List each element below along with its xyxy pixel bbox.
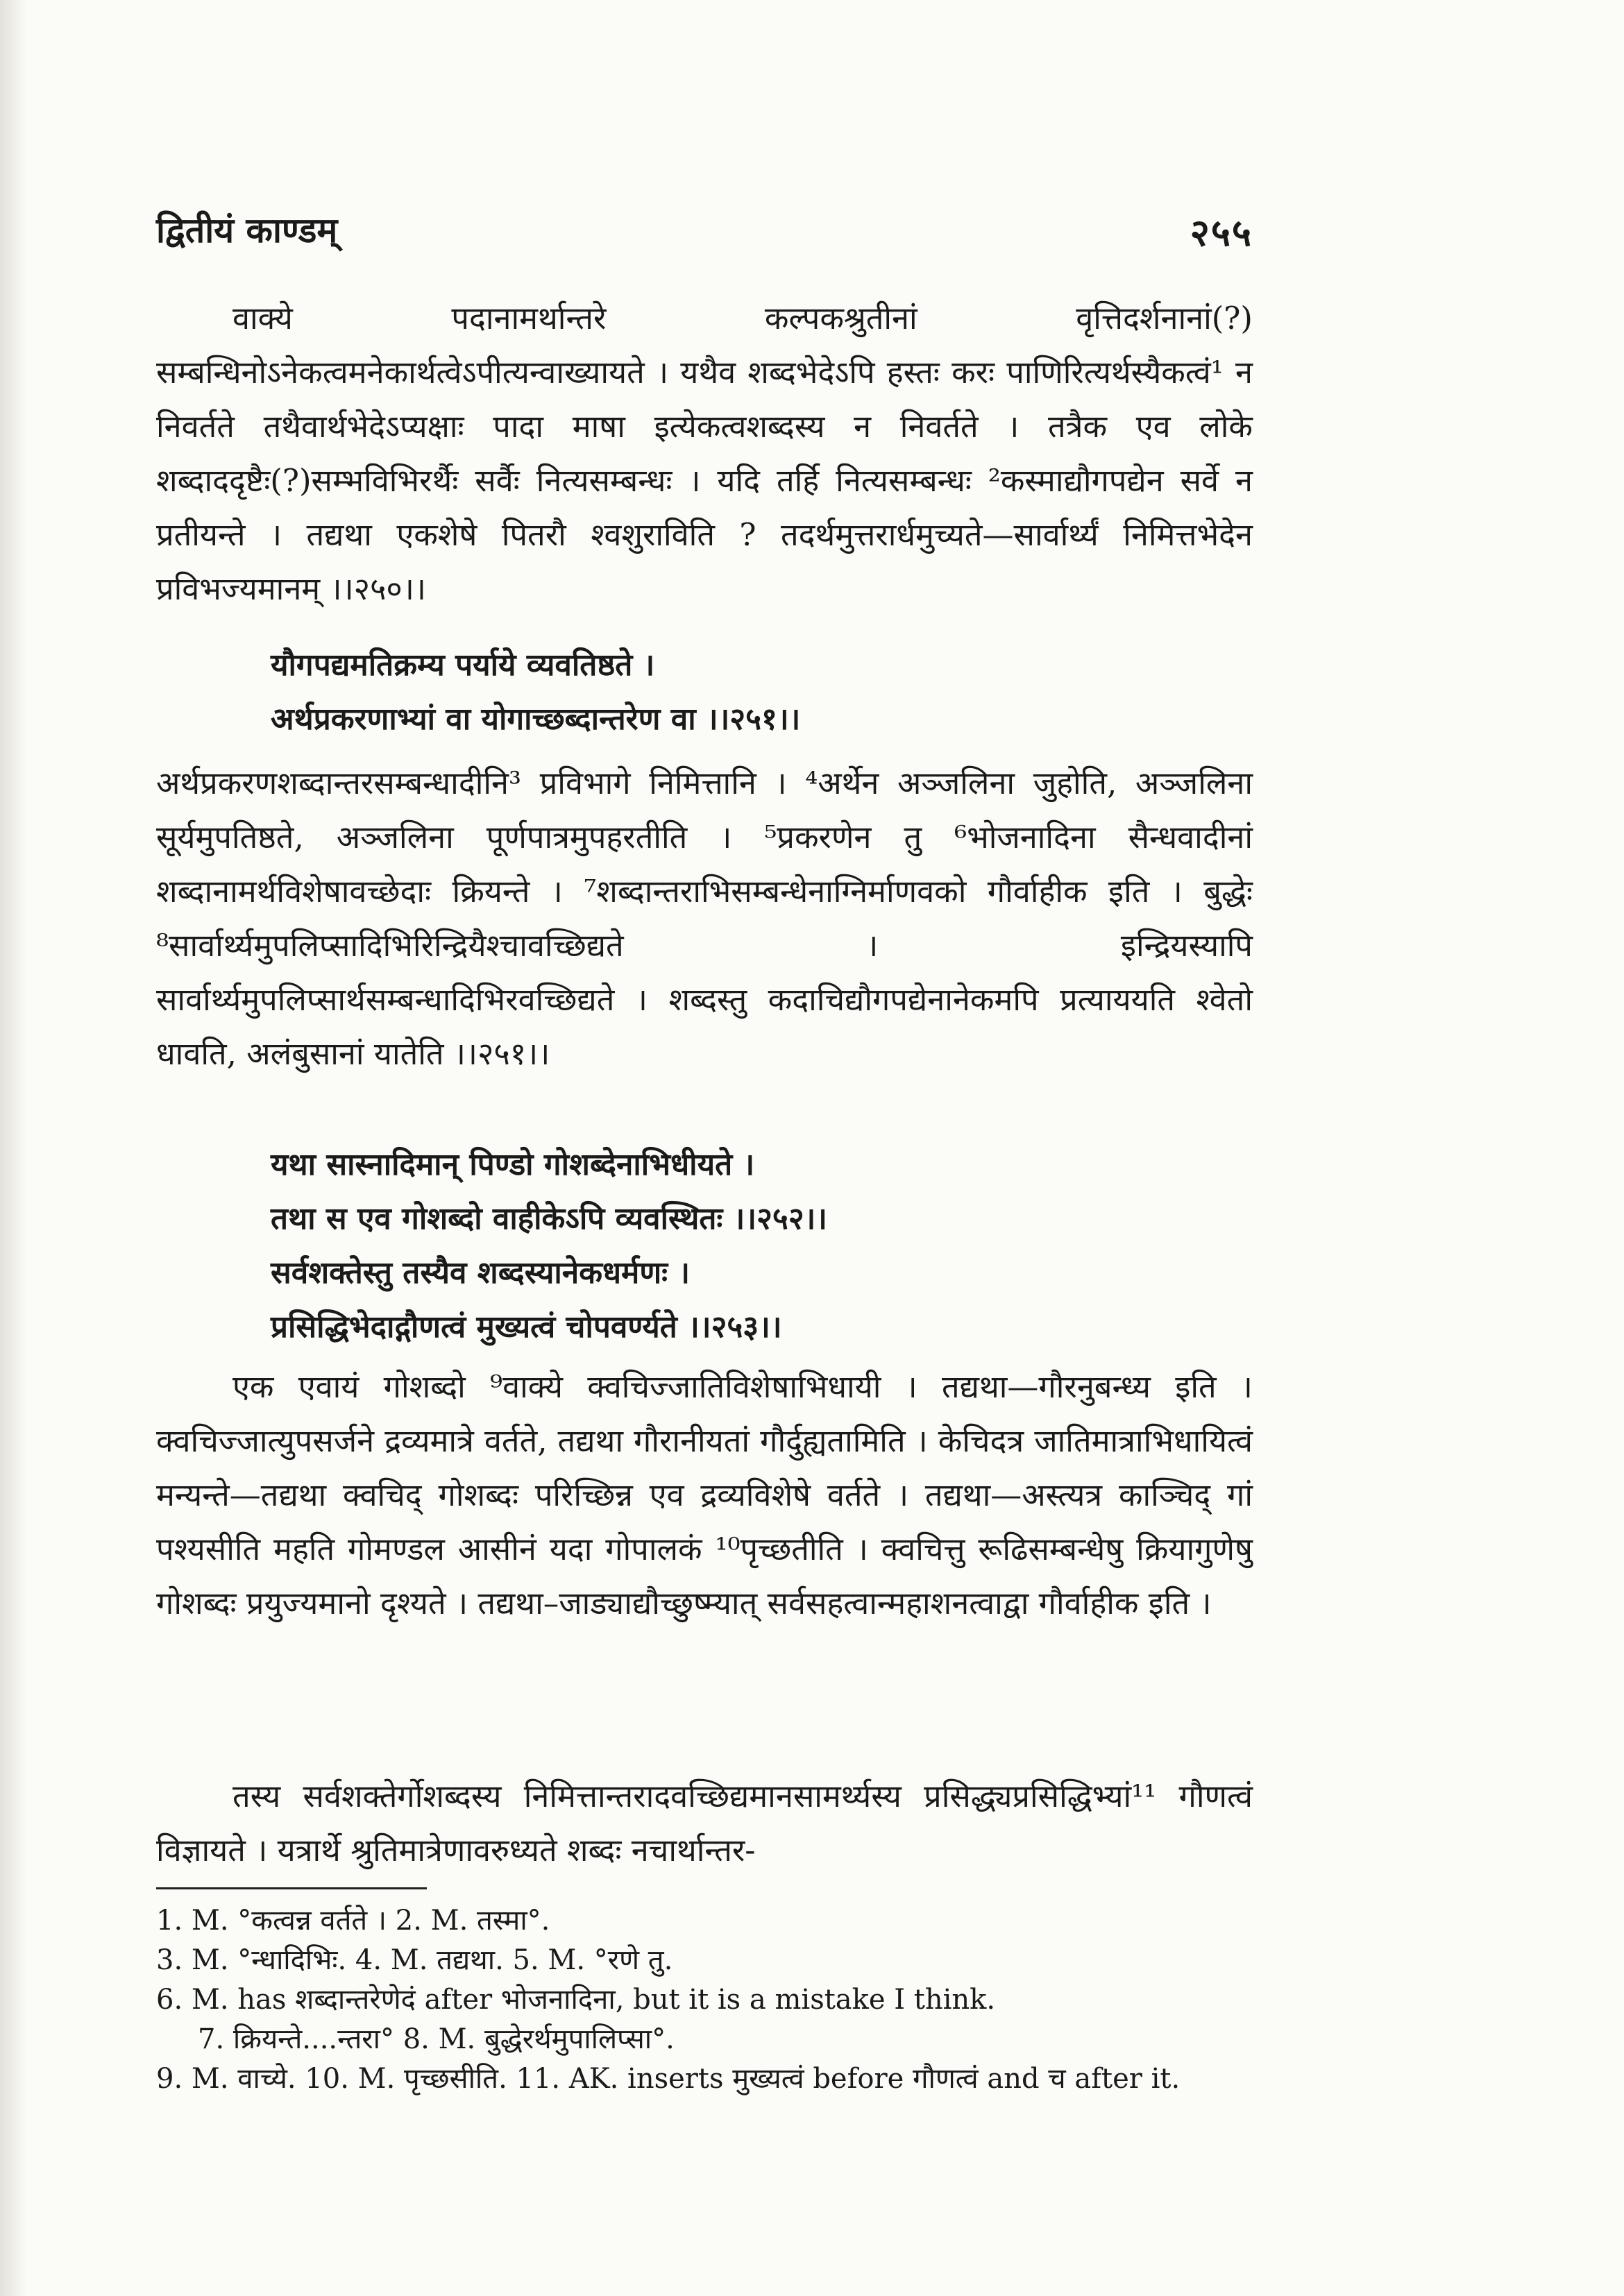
verse-line: सर्वशक्तेस्तु तस्यैव शब्दस्यानेकधर्मणः ।: [271, 1255, 691, 1291]
footnote-line: 9. M. वाच्ये. 10. M. पृच्छसीति. 11. AK. inserts मुख्यत्वं before गौणत्वं and च after it.: [156, 2063, 1181, 2095]
page-edge-shadow: [0, 0, 28, 2296]
footnotes: [156, 1901, 1260, 2099]
footnote-line: 1. M. °कत्वन्न वर्तते । 2. M. तस्मा°.: [156, 1905, 550, 1937]
running-header: [156, 205, 1253, 268]
footnote-line: 6. M. has शब्दान्तरेणेदं after भोजनादिना, but it is a mistake I think.: [156, 1984, 996, 2016]
commentary-paragraph-3: एक एवायं गोशब्दो ⁹वाक्ये क्वचिज्जातिविशेषाभिधायी । तद्यथा—गौरनुबन्ध्य इति । क्वचिज्जात्युपसर्जने द्रव्यमात्रे वर्तते, तद्यथा गौरानीयतां गौर्दुह्यतामिति । केचिदत्र जातिमात्राभिधायित्वं मन्यन्ते—तद्यथा क्वचिद् गोशब्दः परिच्छिन्न एव द्रव्यविशेषे वर्तते । तद्यथा—अस्त्यत्र काञ्चिद् गां पश्यसीति महति गोमण्डल आसीनं यदा गोपालकं ¹⁰पृच्छतीति । क्वचित्तु रूढिसम्बन्धेषु क्रियागुणेषु गोशब्दः प्रयुज्यमानो दृश्यते । तद्यथा–जाड्याद्यौच्छुष्म्यात् सर्वसहत्वान्महाशनत्वाद्वा गौर्वाहीक इति ।: [156, 1368, 1253, 1622]
footnote-line: 3. M. °न्धादिभिः. 4. M. तद्यथा. 5. M. °रणे तु.: [156, 1944, 673, 1976]
commentary-paragraph-4: तस्य सर्वशक्तेर्गोशब्दस्य निमित्तान्तरादवच्छिद्यमानसामर्थ्यस्य प्रसिद्ध्यप्रसिद्धिभ्यां¹¹ गौणत्वं विज्ञायते । यत्रार्थे श्रुतिमात्रेणावरुध्यते शब्दः नचार्थान्तर-: [156, 1778, 1253, 1869]
commentary-paragraph-1: वाक्ये पदानामर्थान्तरे कल्पकश्रुतीनां वृत्तिदर्शनानां(?) सम्बन्धिनोऽनेकत्वमनेकार्थत्वेऽपीत्यन्वाख्यायते । यथैव शब्दभेदेऽपि हस्तः करः पाणिरित्यर्थस्यैकत्वं¹ न निवर्तते तथैवार्थभेदेऽप्यक्षाः पादा माषा इत्येकत्वशब्दस्य न निवर्तते । तत्रैक एव लोके शब्दाददृष्टैः(?)सम्भविभिरर्थैः सर्वैः नित्यसम्बन्धः । यदि तर्हि नित्यसम्बन्धः ²कस्माद्यौगपद्येन सर्वे न प्रतीयन्ते । तद्यथा एकशेषे पितरौ श्वशुराविति ? तदर्थमुत्तरार्धमुच्यते—सार्वार्थ्यं निमित्तभेदेन प्रविभज्यमानम् ।।२५०।।: [156, 300, 1253, 607]
verse-252-253: [271, 1138, 1256, 1354]
verse-line: यथा सास्नादिमान् पिण्डो गोशब्देनाभिधीयते ।: [271, 1147, 755, 1182]
verse-line: तथा स एव गोशब्दो वाहीकेऽपि व्यवस्थितः ।।२५२।।: [271, 1201, 827, 1236]
commentary-paragraph-2: अर्थप्रकरणशब्दान्तरसम्बन्धादीनि³ प्रविभागे निमित्तानि । ⁴अर्थेन अञ्जलिना जुहोति, अञ्जलिना सूर्यमुपतिष्ठते, अञ्जलिना पूर्णपात्रमुपहरतीति । ⁵प्रकरणेन तु ⁶भोजनादिना सैन्धवादीनां शब्दानामर्थविशेषावच्छेदाः क्रियन्ते । ⁷शब्दान्तराभिसम्बन्धेनाग्निर्माणवको गौर्वाहीक इति । बुद्धेः ⁸सार्वार्थ्यमुपलिप्सादिभिरिन्द्रियैश्चावच्छिद्यते । इन्द्रियस्यापि सार्वार्थ्यमुपलिप्सार्थसम्बन्धादिभिरवच्छिद्यते । शब्दस्तु कदाचिद्यौगपद्येनानेकमपि प्रत्याययति श्वेतो धावति, अलंबुसानां यातेति ।।२५१।।: [156, 765, 1253, 1072]
chapter-title: द्वितीयं काण्डम्: [156, 210, 338, 250]
footnote-divider: [156, 1887, 427, 1889]
verse-line: अर्थप्रकरणाभ्यां वा योगाच्छब्दान्तरेण वा ।।२५१।।: [271, 701, 801, 737]
verse-251: [271, 638, 1256, 747]
verse-line: यौगपद्यमतिक्रम्य पर्याये व्यवतिष्ठते ।: [271, 647, 655, 683]
page-number: २५५: [1190, 210, 1253, 255]
footnote-line: 7. क्रियन्ते....न्तरा° 8. M. बुद्धेरर्थमुपालिप्सा°.: [198, 2023, 675, 2055]
verse-line: प्रसिद्धिभेदाद्गौणत्वं मुख्यत्वं चोपवर्ण्यते ।।२५३।।: [271, 1309, 782, 1345]
